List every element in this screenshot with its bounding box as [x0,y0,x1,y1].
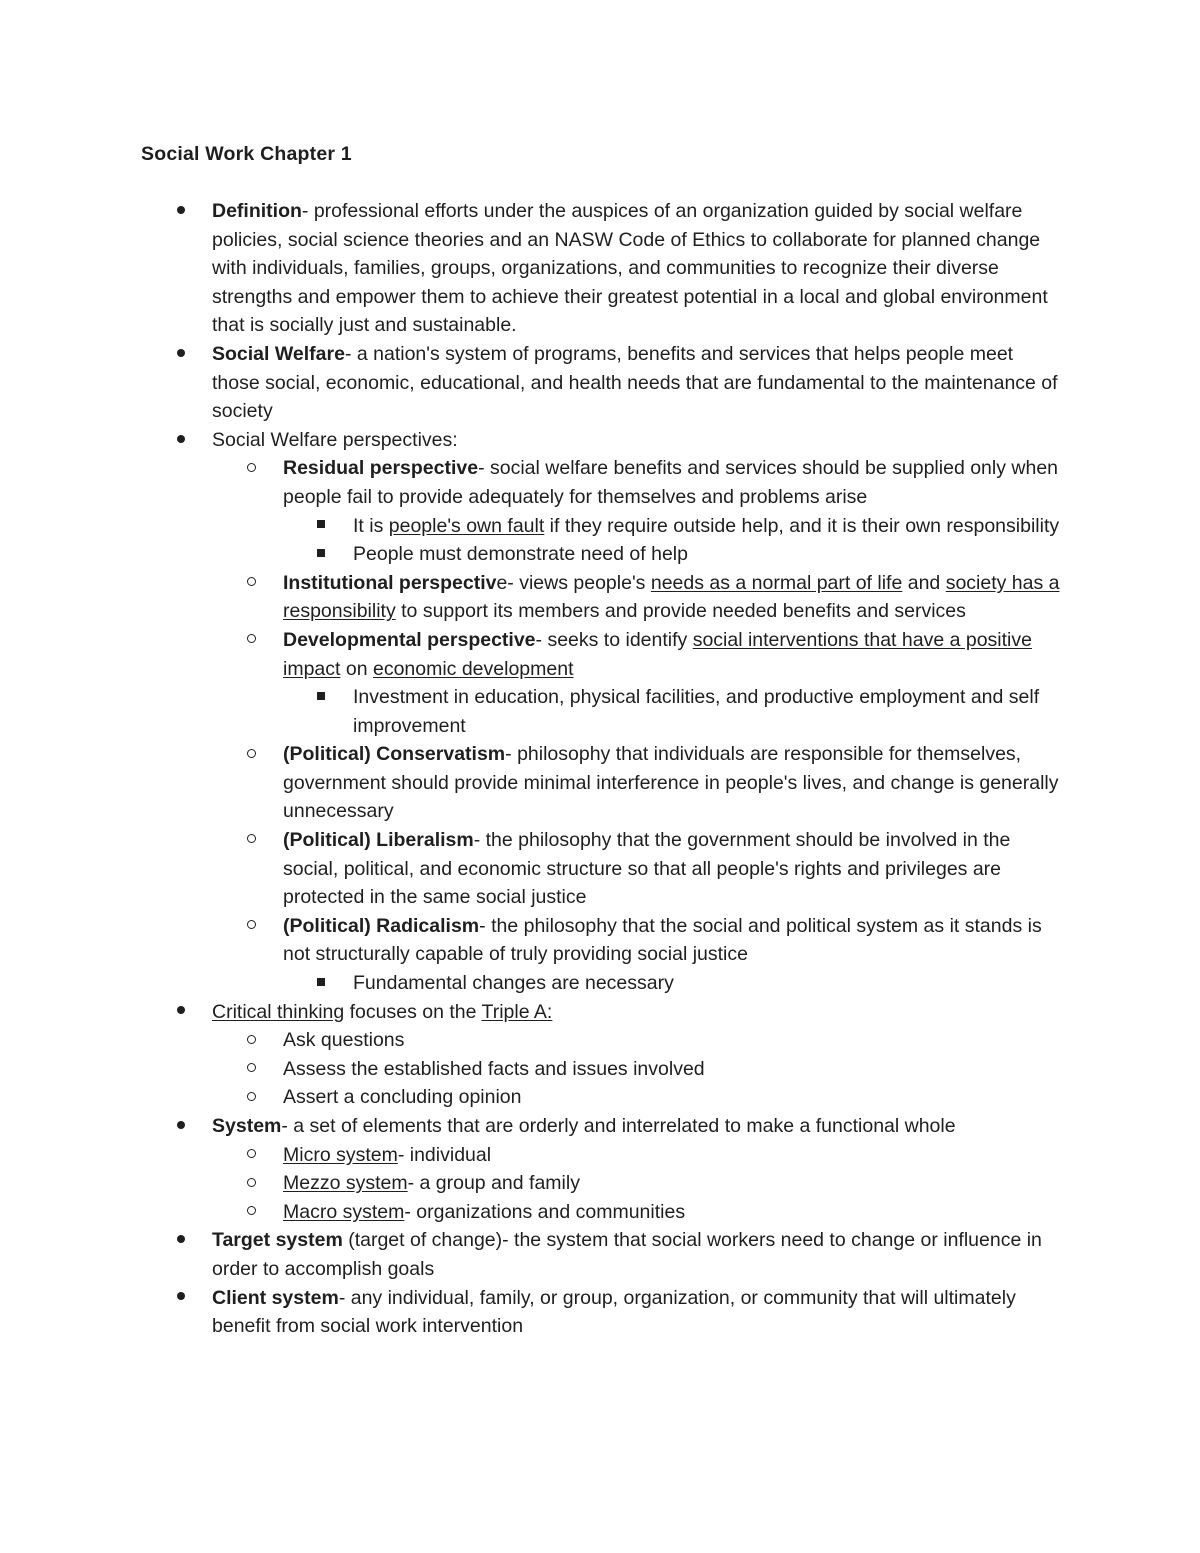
bullet-square-icon [311,683,331,712]
item-text: - philosophy that individuals are responsible for themselves, government should provide minimal interference in people's lives, and change is generally unnecessary [283,743,1059,823]
item-text: - social welfare benefits and services should be supplied only when people fail to provide adequately for themselves and problems arise [283,457,1059,508]
list-item-level-2 [141,1083,1061,1112]
underlined-text: social interventions that have a positive impact [283,628,1032,680]
item-text: - professional efforts under the auspices of an organization guided by social welfare policies, social science theories and an NASW Code of Ethics to collaborate for planned change with individuals, families, groups, organizations, and communities to recognize their diverse strengths and empower them to achieve their greatest potential in a local and global environment that is socially just and sustainable. [212,200,1048,337]
bullet-circle-icon [241,912,261,941]
item-text: Assess the established facts and issues involved [283,1057,705,1080]
term-label: (Political) Conservatism [283,743,506,766]
bullet-dot-icon [171,998,191,1027]
outline-list [141,197,1061,1341]
list-item-level-1 [141,1112,1061,1141]
bullet-circle-icon [241,1026,261,1055]
term-label: Target system [212,1229,343,1252]
item-text: - individual [397,1143,492,1166]
list-item-level-3 [141,540,1061,569]
bullet-dot-icon [171,1284,191,1313]
bullet-circle-icon [241,569,261,598]
item-text: Assert a concluding opinion [283,1086,522,1109]
bullet-dot-icon [171,197,191,226]
term-label: Developmental perspective [283,628,536,651]
item-text: e- views people's [496,571,651,594]
list-item-level-1 [141,998,1061,1027]
document-page [141,140,1061,1341]
list-item-level-2 [141,1141,1061,1170]
underlined-text: Mezzo system [283,1172,408,1195]
item-text: - a set of elements that are orderly and interrelated to make a functional whole [281,1115,956,1137]
bullet-circle-icon [241,1083,261,1112]
list-item-level-3 [141,683,1061,740]
list-item-level-1 [141,1226,1061,1283]
bullet-circle-icon [241,454,261,483]
list-item-level-3 [141,969,1061,998]
term-label: System [212,1115,282,1137]
underlined-text: society has a responsibility [283,571,1060,623]
term-label: Social Welfare [212,342,345,365]
list-item-level-2 [141,1169,1061,1198]
underlined-text: Macro system [283,1200,405,1223]
item-text: - seeks to identify [535,628,693,651]
list-item-level-1 [141,340,1061,426]
list-item-level-2 [141,626,1061,683]
list-item-level-1 [141,1284,1061,1341]
underlined-text: Micro system [283,1143,398,1166]
bullet-dot-icon [171,426,191,455]
list-item-level-1 [141,197,1061,340]
item-text: - the philosophy that the social and political system as it stands is not structurally capable of truly providing social justice [283,914,1042,966]
item-text: People must demonstrate need of help [353,543,688,566]
bullet-circle-icon [241,826,261,855]
bullet-square-icon [311,969,331,998]
list-item-level-2 [141,826,1061,912]
bullet-square-icon [311,540,331,569]
item-text: on [340,657,373,680]
list-item-level-3 [141,512,1061,541]
list-item-level-2 [141,1055,1061,1084]
item-text: Social Welfare perspectives: [212,428,458,451]
document-title: Social Work Chapter 1 [141,143,352,165]
item-text: Investment in education, physical facilities, and productive employment and self improvement [353,686,1040,737]
list-item-level-2 [141,454,1061,511]
list-item-level-2 [141,912,1061,969]
item-text: - the philosophy that the government should be involved in the social, political, and economic structure so that all people's rights and privileges are protected in the same social justice [283,829,1011,909]
bullet-dot-icon [171,340,191,369]
item-text: - organizations and communities [404,1200,686,1223]
underlined-text: needs as a normal part of life [650,571,903,594]
list-item-level-1 [141,426,1061,455]
term-label: (Political) Radicalism [283,914,480,937]
term-label: Client system [212,1286,339,1309]
bullet-circle-icon [241,1198,261,1227]
item-text: - any individual, family, or group, organization, or community that will ultimately benefit from social work intervention [212,1286,1016,1338]
list-item-level-2 [141,1026,1061,1055]
item-text: and [902,571,946,594]
bullet-dot-icon [171,1112,191,1141]
item-text: - a group and family [407,1172,580,1195]
item-text: focuses on the [344,1000,482,1023]
underlined-text: Triple A: [481,1000,553,1023]
term-label: (Political) Liberalism [283,829,474,852]
term-label: Residual perspective [283,457,479,480]
term-label: Institutional perspectiv [283,571,497,594]
item-text: (target of change)- the system that social workers need to change or influence in order to accomplish goals [212,1229,1042,1280]
bullet-circle-icon [241,740,261,769]
list-item-level-2 [141,740,1061,826]
item-text: to support its members and provide needed benefits and services [395,600,966,623]
list-item-level-2 [141,1198,1061,1227]
underlined-text: people's own fault [388,514,545,537]
item-text: Fundamental changes are necessary [353,972,674,995]
list-item-level-2 [141,569,1061,626]
bullet-circle-icon [241,1055,261,1084]
underlined-text: Critical thinking [212,1000,345,1023]
underlined-text: economic development [372,657,574,680]
item-text: Ask questions [283,1029,405,1052]
bullet-circle-icon [241,626,261,655]
item-text: - a nation's system of programs, benefits and services that helps people meet those social, economic, educational, and health needs that are fundamental to the maintenance of society [212,342,1058,423]
term-label: Definition [212,200,302,222]
bullet-circle-icon [241,1169,261,1198]
item-text: if they require outside help, and it is their own responsibility [544,514,1060,537]
bullet-circle-icon [241,1141,261,1170]
bullet-dot-icon [171,1226,191,1255]
bullet-square-icon [311,512,331,541]
item-text: It is [353,514,389,537]
